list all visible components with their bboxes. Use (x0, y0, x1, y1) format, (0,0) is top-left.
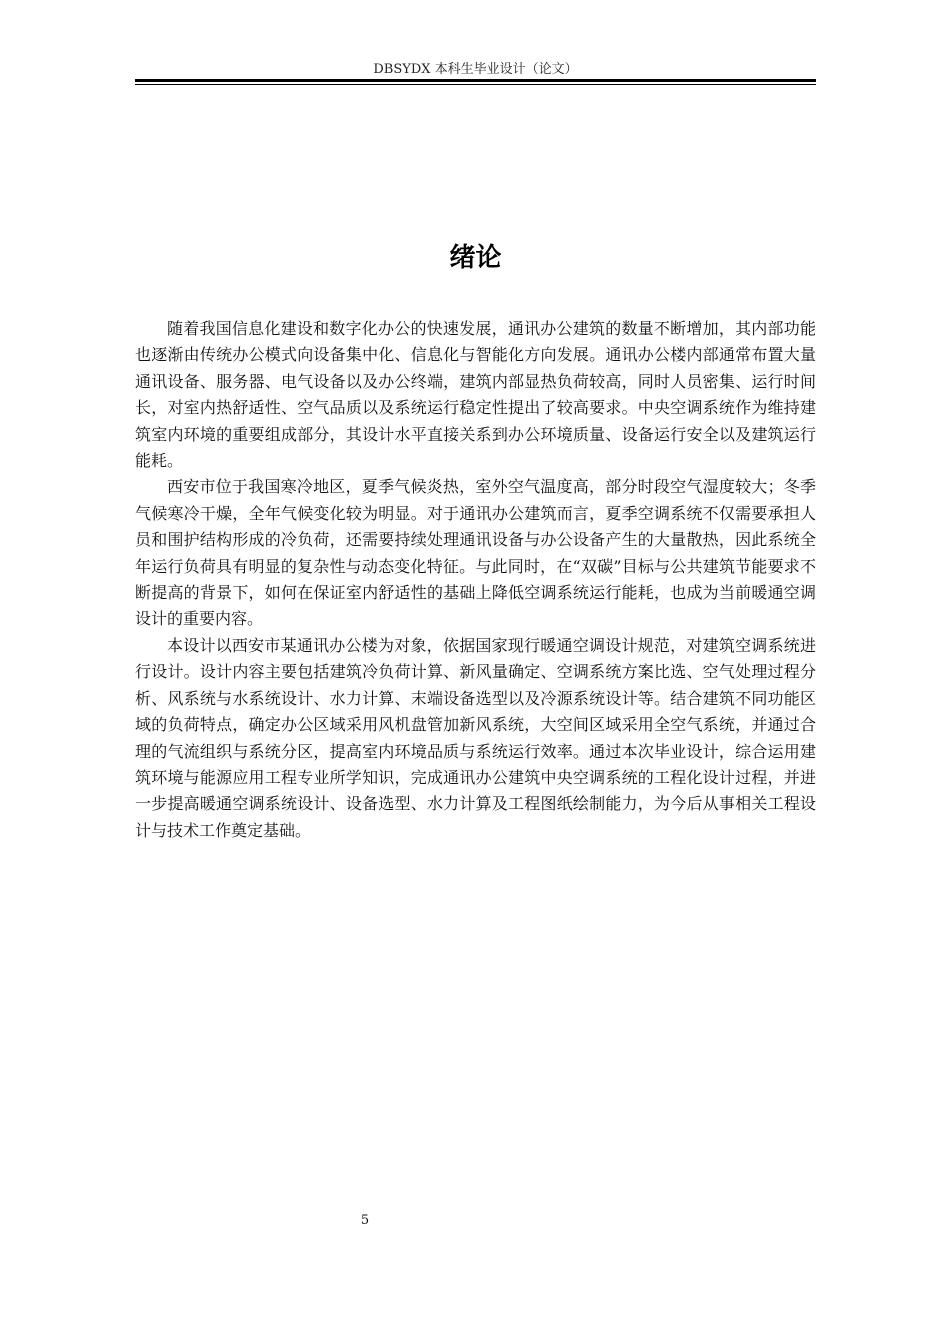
header-rule-thick (135, 79, 816, 82)
page-number: 5 (360, 1213, 370, 1228)
running-header: DBSYDX 本科生毕业设计（论文） (373, 62, 578, 77)
paragraph-1: 随着我国信息化建设和数字化办公的快速发展，通讯办公建筑的数量不断增加，其内部功能也逐渐由传统办公模式向设备集中化、信息化与智能化方向发展。通讯办公楼内部通常布置大量通讯设备、服务器、电气设备以及办公终端，建筑内部显热负荷较高，同时人员密集、运行时间长，对室内热舒适性、空气品质以及系统运行稳定性提出了较高要求。中央空调系统作为维持建筑室内环境的重要组成部分，其设计水平直接关系到办公环境质量、设备运行安全以及建筑运行能耗。 (135, 319, 816, 471)
header-rule-thin (135, 84, 816, 85)
paragraph-2: 西安市位于我国寒冷地区，夏季气候炎热，室外空气温度高，部分时段空气湿度较大；冬季气候寒冷干燥，全年气候变化较为明显。对于通讯办公建筑而言，夏季空调系统不仅需要承担人员和围护结构形成的冷负荷，还需要持续处理通讯设备与办公设备产生的大量散热，因此系统全年运行负荷具有明显的复杂性与动态变化特征。与此同时，在“双碳”目标与公共建筑节能要求不断提高的背景下，如何在保证室内舒适性的基础上降低空调系统运行能耗，也成为当前暖通空调设计的重要内容。 (135, 477, 816, 629)
body-text (135, 316, 816, 844)
chapter-title: 绪论 (449, 243, 502, 273)
paragraph-3: 本设计以西安市某通讯办公楼为对象，依据国家现行暖通空调设计规范，对建筑空调系统进行设计。设计内容主要包括建筑冷负荷计算、新风量确定、空调系统方案比选、空气处理过程分析、风系统与水系统设计、水力计算、末端设备选型以及冷源系统设计等。结合建筑不同功能区域的负荷特点，确定办公区域采用风机盘管加新风系统，大空间区域采用全空气系统，并通过合理的气流组织与系统分区，提高室内环境品质与系统运行效率。通过本次毕业设计，综合运用建筑环境与能源应用工程专业所学知识，完成通讯办公建筑中央空调系统的工程化设计过程，并进一步提高暖通空调系统设计、设备选型、水力计算及工程图纸绘制能力，为今后从事相关工程设计与技术工作奠定基础。 (135, 635, 816, 840)
